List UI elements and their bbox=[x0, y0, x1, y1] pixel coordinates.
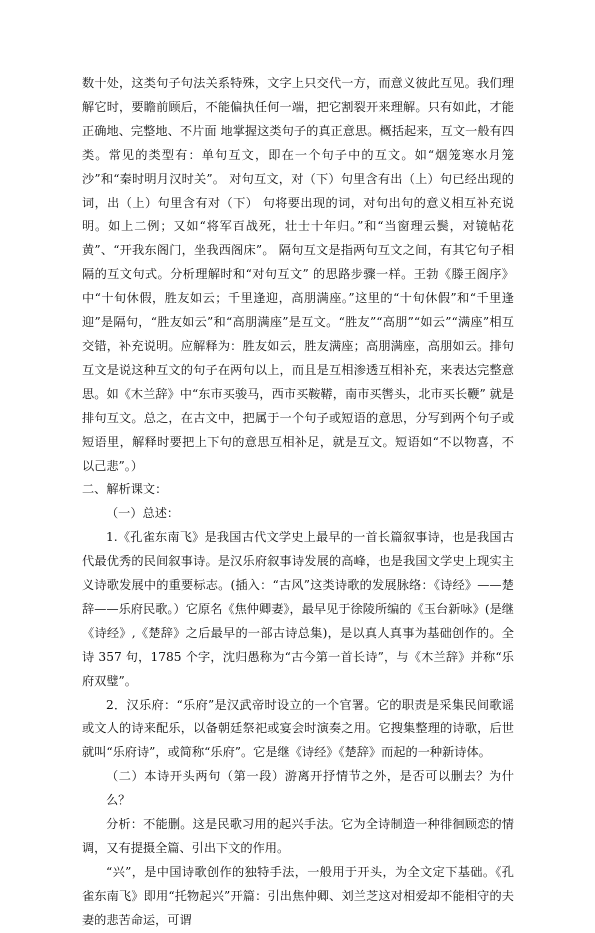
xing-paragraph: “兴”，是中国诗歌创作的独特手法，一般用于开头，为全文定下基础。《孔雀东南飞》即用“托物起兴”开篇：引出焦仲卿、刘兰芝这对相爱却不能相守的夫妻的悲苦命运，可谓 bbox=[82, 864, 514, 927]
analysis-paragraph: 分析：不能删。这是民歌习用的起兴手法。它为全诗制造一种徘徊顾恋的情调，又有提摄全篇、引出下文的作用。 bbox=[82, 817, 514, 855]
section-heading: 二、解析课文： bbox=[82, 482, 168, 497]
intro-paragraph: 数十处，这类句子句法关系特殊，文字上只交代一方，而意义彼此互见。我们理解它时，要瞻前顾后，不能偏执任何一端，把它割裂开来理解。只有如此，才能正确地、完整地、不片面 地掌握这类句子的真正意思。概括起来，互文一般有四类。常见的类型有：单句互文，即在一个句子中的互文。如“烟笼寒水月笼沙”和“秦时明月汉时关”。 对句互文，对（下）句里含有出（上）句已经出现的词，出（上）句里含有对（下） 句将要出现的词，对句出句的意义相互补充说明。如上二例；又如“将军百战死，壮士十年归。”和“当窗理云鬓，对镜帖花黄”、“开我东阁门，坐我西阁床”。 隔句互文是指两句互文之间，有其它句子相隔的互文句式。分析理解时和“对句互文” 的思路步骤一样。王勃《滕王阁序》 中“十旬休假，胜友如云；千里逢迎，高朋满座。”这里的“十旬休假”和“千里逢迎”是隔句，“胜友如云”和“高朋满座”是互文。“胜友”“高朋”“如云”“满座”相互交错，补充说明。应解释为：胜友如云，胜友满座；高朋满座，高朋如云。排句互文是说这种互文的句子在两句以上，而且是互相渗透互相补充，来表达完整意思。如《木兰辞》中“东市买骏马，西市买鞍鞯，南市买辔头，北市买长鞭” 就是排句互文。总之，在古文中，把属于一个句子或短语的意思，分写到两个句子或短语里，解释时要把上下句的意思互相补足，就是互文。短语如“不以物喜，不以己悲”。） bbox=[82, 76, 514, 473]
document-page bbox=[82, 72, 514, 933]
list-item-2: 2．汉乐府：“乐府”是汉武帝时设立的一个官署。它的职责是采集民间歌谣或文人的诗来配乐，以备朝廷祭祀或宴会时演奏之用。它搜集整理的诗歌，后世就叫“乐府诗”，或简称“乐府”。它是继《诗经》《楚辞》而起的一种新诗体。 bbox=[82, 697, 514, 760]
list-item-1: 1.《孔雀东南飞》是我国古代文学史上最早的一首长篇叙事诗，也是我国古代最优秀的民间叙事诗。是汉乐府叙事诗发展的高峰，也是我国文学史上现实主义诗歌发展中的重要标志。(插入：“古风”这类诗歌的发展脉络：《诗经》——楚辞——乐府民歌。）它原名《焦仲卿妻》，最早见于徐陵所编的《玉台新咏》(是继《诗经》,《楚辞》之后最早的一部古诗总集)，是以真人真事为基础创作的。全诗 357 句，1785 个字，沈归愚称为“古今第一首长诗”，与《木兰辞》并称“乐府双璧”。 bbox=[82, 530, 514, 688]
question-heading: （二）本诗开头两句（第一段）游离开抒情节之外，是否可以删去？为什么？ bbox=[106, 769, 514, 808]
overview-heading: （一）总述： bbox=[106, 506, 180, 521]
